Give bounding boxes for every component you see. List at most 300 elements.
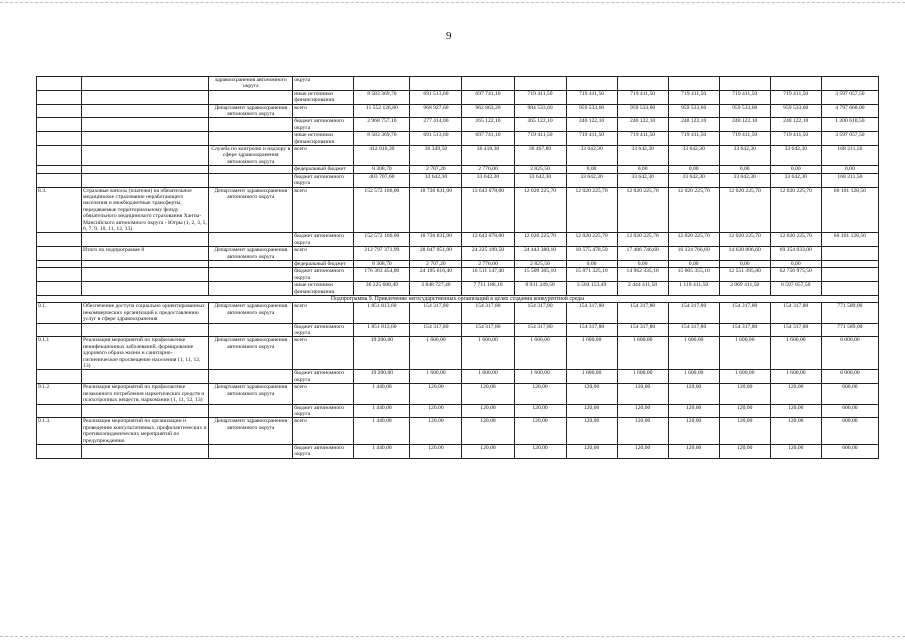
total-2026-2030-cell: 60 101 128,50 [821,233,878,247]
amount-cell: 12 551 395,80 [719,268,770,282]
amount-cell: 120,00 [462,444,514,458]
amount-cell [354,77,410,91]
amount-cell: 0,00 [719,166,770,173]
activity-name-cell [82,104,209,118]
amount-cell: 33 642,30 [770,146,821,166]
amount-cell: 36 225 608,49 [354,282,410,296]
amount-cell: 18 575 478,59 [566,247,617,261]
amount-cell: 697 741,10 [462,90,514,104]
amount-cell [770,77,821,91]
amount-cell: 120,00 [462,404,514,418]
table-row [37,187,879,233]
total-2026-2030-cell: 3 597 057,50 [821,90,878,104]
row-number-cell [37,268,82,282]
amount-cell: 959 533,60 [719,104,770,118]
amount-cell: 719 411,50 [770,90,821,104]
amount-cell: 154 317,80 [514,303,566,323]
amount-cell: 12 020 225,70 [617,233,668,247]
amount-cell: 3 504 153,49 [566,282,617,296]
funding-source-cell: округа [293,77,354,91]
funding-source-cell: всего [293,384,354,404]
amount-cell: 1 119 411,50 [668,282,719,296]
amount-cell: 265 122,10 [514,118,566,132]
executor-cell [209,323,293,337]
funding-source-cell: всего [293,418,354,445]
total-2026-2030-cell [821,260,878,267]
amount-cell: 120,00 [410,444,462,458]
amount-cell: 120,00 [462,384,514,404]
amount-cell: 120,00 [617,384,668,404]
executor-cell: здравоохранения автономного округа [209,77,293,91]
amount-cell: 120,00 [514,404,566,418]
amount-cell: 120,00 [566,404,617,418]
amount-cell: 0,00 [770,166,821,173]
amount-cell: 154 317,80 [719,323,770,337]
amount-cell: 3 848 727,40 [410,282,462,296]
row-number-cell [37,260,82,267]
amount-cell: 719 411,50 [514,132,566,146]
total-2026-2030-cell: 8 000,00 [821,370,878,384]
amount-cell: 14 962 335,10 [617,268,668,282]
amount-cell: 0,00 [617,260,668,267]
funding-source-cell: федеральный бюджет [293,260,354,267]
amount-cell: 120,00 [514,384,566,404]
amount-cell: 12 020 225,70 [617,187,668,233]
amount-cell: 1 440,00 [354,404,410,418]
amount-cell: 1 440,00 [354,418,410,445]
amount-cell: 12 020 225,70 [770,233,821,247]
row-number-cell: 9.1.3. [37,418,82,445]
amount-cell: 1 851 813,60 [354,303,410,323]
amount-cell: 120,00 [566,444,617,458]
amount-cell: 16 124 766,60 [668,247,719,261]
amount-cell: 277 414,00 [410,118,462,132]
amount-cell: 1 600,00 [770,370,821,384]
table-row [37,404,879,418]
amount-cell: 212 797 371,99 [354,247,410,261]
funding-source-cell: всего [293,146,354,166]
amount-cell: 691 513,60 [410,90,462,104]
total-2026-2030-cell: 4 797 668,00 [821,104,878,118]
table-row [37,173,879,187]
funding-source-cell: иные источники финансирования [293,282,354,296]
total-2026-2030-cell [821,247,878,261]
funding-source-cell: всего [293,187,354,233]
total-2026-2030-cell: 600,00 [821,384,878,404]
amount-cell: 120,00 [514,444,566,458]
activity-name-cell [82,260,209,267]
funding-source-cell: бюджет автономного округа [293,118,354,132]
amount-cell: 154 317,80 [566,303,617,323]
funding-source-cell: бюджет автономного округа [293,173,354,187]
amount-cell: 1 600,00 [514,370,566,384]
table-row [37,166,879,173]
amount-cell: 691 513,60 [410,132,462,146]
amount-cell: 8 308,70 [354,166,410,173]
activity-name-cell [82,77,209,91]
amount-cell: 0,00 [668,166,719,173]
table-body [37,77,879,459]
activity-name-cell: Страховые взносы (платежи) на обязательное медицинское страхование неработающего населения и межбюджетные трансферты, передаваемые территориальному фонду обязательного медицинского страхования Ханты-Мансийского автономного округа - Югры (1, 2, 3, 5, 6, 7, 9, 10, 11, 12, 13) [83,187,207,232]
activity-name-cell [82,282,209,296]
executor-cell [209,233,293,247]
amount-cell: 120,00 [719,444,770,458]
amount-cell: 154 317,80 [462,303,514,323]
activity-name-cell [82,132,209,146]
table-row [37,118,879,132]
budget-table [36,76,879,459]
executor-cell [209,166,293,173]
amount-cell: 15 071 325,10 [566,268,617,282]
amount-cell: 19 200,00 [354,370,410,384]
amount-cell: 1 440,00 [354,384,410,404]
table-row [37,77,879,91]
amount-cell: 33 642,30 [617,173,668,187]
amount-cell: 0,00 [566,166,617,173]
table-row [37,418,879,445]
activity-name-cell [82,370,209,384]
amount-cell: 959 533,60 [668,104,719,118]
table-row [37,90,879,104]
amount-cell: 154 317,80 [617,323,668,337]
amount-cell: 33 642,30 [462,173,514,187]
total-2026-2030-cell: 1 200 610,50 [821,118,878,132]
amount-cell: 240 122,10 [770,118,821,132]
amount-cell: 12 020 225,70 [719,187,770,233]
amount-cell: 2 825,50 [514,166,566,173]
activity-name-cell [82,444,209,458]
funding-source-cell: всего [293,247,354,261]
activity-name-cell: Реализация мероприятий по организации и проведению консультативных, профилактических и противоэпидемических мероприятий по предупреждению [82,418,209,445]
funding-source-cell: бюджет автономного округа [293,404,354,418]
amount-cell: 18 726 831,00 [410,233,462,247]
executor-cell [209,370,293,384]
total-2026-2030-cell [821,282,878,296]
amount-cell: 120,00 [719,384,770,404]
total-2026-2030-cell: 168 211,50 [821,146,878,166]
amount-cell: 24 225 109,50 [462,247,514,261]
amount-cell: 1 600,00 [410,370,462,384]
activity-name-cell: Реализация мероприятий по профилактике неинфекционных заболеваний, формирование здорового образа жизни и санитарно-гигиеническое просвещение населения (1, 11, 12, 13) [82,337,209,370]
amount-cell: 719 411,50 [566,90,617,104]
amount-cell: 1 600,00 [514,337,566,370]
amount-cell: 154 317,80 [410,323,462,337]
executor-cell [209,260,293,267]
row-number-cell [37,104,82,118]
table-row [37,247,879,261]
amount-cell: 719 411,50 [514,90,566,104]
amount-cell: 959 533,60 [770,104,821,118]
amount-cell: 120,00 [566,418,617,445]
executor-cell: Департамент здравоохранения автономного округа [209,303,293,323]
executor-cell [209,268,293,282]
amount-cell: 19 200,00 [354,337,410,370]
row-number-cell [37,90,82,104]
total-2026-2030-cell: 60 101 128,50 [821,187,878,233]
amount-cell: 0,00 [617,166,668,173]
amount-cell: 154 317,80 [514,323,566,337]
funding-source-cell: бюджет автономного округа [293,268,354,282]
amount-cell: 1 600,00 [668,370,719,384]
amount-cell: 154 317,80 [719,303,770,323]
amount-cell: 120,00 [668,384,719,404]
table-row [37,233,879,247]
amount-cell: 2 444 411,50 [617,282,668,296]
row-number-cell [37,247,82,261]
amount-cell: 154 317,80 [770,323,821,337]
amount-cell: 33 642,30 [410,173,462,187]
section-row [37,296,879,303]
amount-cell: 719 411,50 [719,90,770,104]
amount-cell: 36 467,80 [514,146,566,166]
amount-cell: 12 020 225,70 [770,187,821,233]
row-number-cell [37,146,82,166]
row-number-cell [37,173,82,187]
amount-cell: 1 600,00 [770,337,821,370]
amount-cell: 18 726 831,00 [410,187,462,233]
section-title: Подпрограмма 9. Привлечение негосударственных организаций в целях создания конкурентной среды [37,296,879,303]
executor-cell [209,90,293,104]
amount-cell: 7 711 186,10 [462,282,514,296]
amount-cell: 176 363 454,80 [354,268,410,282]
amount-cell: 120,00 [719,404,770,418]
total-2026-2030-cell: 600,00 [821,444,878,458]
funding-source-cell: всего [293,303,354,323]
amount-cell: 1 600,00 [462,370,514,384]
amount-cell [668,77,719,91]
table-row [37,337,879,370]
amount-cell: 0,00 [668,260,719,267]
executor-cell [209,444,293,458]
amount-cell: 959 533,60 [566,104,617,118]
total-2026-2030-cell: 8 000,00 [821,337,878,370]
amount-cell: 24 443 380,10 [514,247,566,261]
total-2026-2030-cell: 3 597 057,50 [821,132,878,146]
amount-cell: 1 851 813,60 [354,323,410,337]
amount-cell: 33 642,30 [566,173,617,187]
amount-cell: 120,00 [566,384,617,404]
funding-source-cell: иные источники финансирования [293,132,354,146]
amount-cell: 1 600,00 [566,337,617,370]
amount-cell: 120,00 [770,384,821,404]
funding-source-cell: всего [293,104,354,118]
amount-cell: 0,00 [719,260,770,267]
amount-cell: 120,00 [514,418,566,445]
amount-cell: 719 411,50 [617,90,668,104]
amount-cell: 33 642,30 [770,173,821,187]
row-number-cell: 9.1. [37,303,82,323]
table-row [37,384,879,404]
amount-cell: 11 552 126,80 [354,104,410,118]
amount-cell: 33 642,30 [668,173,719,187]
table-row [37,104,879,118]
activity-name-cell [82,404,209,418]
amount-cell: 120,00 [617,444,668,458]
amount-cell [719,77,770,91]
amount-cell: 697 741,10 [462,132,514,146]
amount-cell: 12 020 225,70 [719,233,770,247]
activity-name-cell: Итого по подпрограмме 8 [82,247,209,261]
activity-name-cell: Обеспечение доступа социально ориентированных некоммерческих организаций к предоставлению услуг в сфере здравоохранения [82,303,209,323]
amount-cell [617,77,668,91]
total-2026-2030-cell: 600,00 [821,404,878,418]
amount-cell: 968 927,60 [410,104,462,118]
row-number-cell: 9.1.1 [37,337,82,370]
amount-cell: 1 600,00 [617,370,668,384]
amount-cell: 0,00 [770,260,821,267]
executor-cell: Департамент здравоохранения автономного округа [209,337,293,370]
amount-cell: 12 020 225,70 [514,187,566,233]
amount-cell: 120,00 [668,404,719,418]
executor-cell: Департамент здравоохранения автономного округа [209,418,293,445]
amount-cell: 15 005 355,10 [668,268,719,282]
total-2026-2030-cell [821,268,878,282]
funding-source-cell: иные источники финансирования [293,90,354,104]
amount-cell: 154 317,80 [462,323,514,337]
executor-cell: Департамент здравоохранения автономного округа [209,104,293,118]
row-number-cell [37,444,82,458]
amount-cell: 154 317,80 [668,303,719,323]
activity-name-cell [82,268,209,282]
amount-cell: 154 317,80 [668,323,719,337]
amount-cell: 719 411,50 [566,132,617,146]
activity-name-cell: Реализация мероприятий по профилактике незаконного потребления наркотических средств и психотропных веществ, наркомании (1, 11, 12, 13) [82,384,209,404]
executor-cell: Департамент здравоохранения автономного округа [209,187,293,233]
total-2026-2030-cell: 771 589,00 [821,323,878,337]
activity-name-cell [82,118,209,132]
table-row [37,323,879,337]
amount-cell: 13 643 078,00 [462,187,514,233]
amount-cell: 36 418,30 [462,146,514,166]
amount-cell: 1 600,00 [617,337,668,370]
amount-cell: 12 020 225,70 [566,187,617,233]
executor-cell: Департамент здравоохранения автономного округа [209,247,293,261]
amount-cell: 15 509 305,10 [514,268,566,282]
executor-cell [209,132,293,146]
amount-cell: 16 511 147,40 [462,268,514,282]
funding-source-cell: бюджет автономного округа [293,323,354,337]
amount-cell: 33 642,30 [668,146,719,166]
amount-cell: 120,00 [770,404,821,418]
amount-cell: 0,00 [566,260,617,267]
amount-cell: 719 411,50 [719,132,770,146]
amount-cell: 719 411,50 [668,132,719,146]
amount-cell: 2 707,20 [410,166,462,173]
amount-cell: 154 317,80 [770,303,821,323]
table-row [37,146,879,166]
executor-cell: Департамент здравоохранения автономного округа [209,384,293,404]
table-row [37,268,879,282]
amount-cell: 2 776,00 [462,166,514,173]
amount-cell: 120,00 [410,384,462,404]
row-number-cell [37,77,82,91]
amount-cell: 154 317,80 [410,303,462,323]
executor-cell [209,404,293,418]
amount-cell [410,77,462,91]
amount-cell [514,77,566,91]
amount-cell: 28 047 051,00 [410,247,462,261]
amount-cell: 154 317,80 [617,303,668,323]
amount-cell: 2 776,00 [462,260,514,267]
amount-cell: 2 069 411,50 [719,282,770,296]
funding-source-cell: всего [293,337,354,370]
amount-cell: 33 642,30 [566,146,617,166]
amount-cell: 984 533,60 [514,104,566,118]
amount-cell: 265 122,10 [462,118,514,132]
amount-cell: 12 020 225,70 [514,233,566,247]
total-2026-2030-cell: 0,00 [821,166,878,173]
amount-cell: 1 600,00 [462,337,514,370]
amount-cell: 13 643 078,00 [462,233,514,247]
amount-cell: 403 707,60 [354,173,410,187]
amount-cell: 154 317,80 [566,323,617,337]
amount-cell: 1 600,00 [410,337,462,370]
amount-cell: 2 825,50 [514,260,566,267]
amount-cell: 8 583 369,70 [354,90,410,104]
amount-cell: 33 642,30 [719,173,770,187]
activity-name-cell [82,146,209,166]
amount-cell: 120,00 [668,444,719,458]
amount-cell [462,77,514,91]
activity-name-cell [82,233,209,247]
amount-cell: 719 411,50 [770,132,821,146]
row-number-cell [37,404,82,418]
amount-cell: 120,00 [617,418,668,445]
amount-cell: 1 600,00 [566,370,617,384]
table-row [37,370,879,384]
amount-cell: 240 122,10 [668,118,719,132]
amount-cell [566,77,617,91]
amount-cell: 8 583 369,70 [354,132,410,146]
amount-cell: 120,00 [719,418,770,445]
amount-cell: 962 863,20 [462,104,514,118]
table-row [37,260,879,267]
page-number: 9 [446,30,452,42]
total-2026-2030-cell: 600,00 [821,418,878,445]
amount-cell: 719 411,50 [617,132,668,146]
amount-cell: 120,00 [410,404,462,418]
funding-source-cell: бюджет автономного округа [293,233,354,247]
amount-cell: 6 597 057,50 [770,282,821,296]
amount-cell: 8 931 249,50 [514,282,566,296]
amount-cell: 12 020 225,70 [566,233,617,247]
amount-cell: 33 642,30 [719,146,770,166]
amount-cell: 120,00 [668,418,719,445]
row-number-cell: 8.3. [37,187,82,233]
amount-cell: 152 572 166,00 [354,187,410,233]
amount-cell: 12 020 225,70 [668,233,719,247]
funding-source-cell: федеральный бюджет [293,166,354,173]
amount-cell: 1 440,00 [354,444,410,458]
scan-edge-bottom [0,636,905,638]
row-number-cell [37,166,82,173]
row-number-cell [37,370,82,384]
funding-source-cell: бюджет автономного округа [293,370,354,384]
amount-cell: 120,00 [770,418,821,445]
total-2026-2030-cell [821,77,878,91]
amount-cell: 33 642,30 [617,146,668,166]
executor-cell: Служба по контролю и надзору в сфере здравоохранения автономного округа [209,146,293,166]
amount-cell: 1 600,00 [719,370,770,384]
amount-cell: 240 122,10 [617,118,668,132]
activity-name-cell [82,90,209,104]
amount-cell: 240 122,10 [719,118,770,132]
row-number-cell [37,132,82,146]
amount-cell: 12 020 225,70 [668,187,719,233]
scan-edge-top [0,2,905,4]
amount-cell: 412 016,30 [354,146,410,166]
activity-name-cell [82,323,209,337]
